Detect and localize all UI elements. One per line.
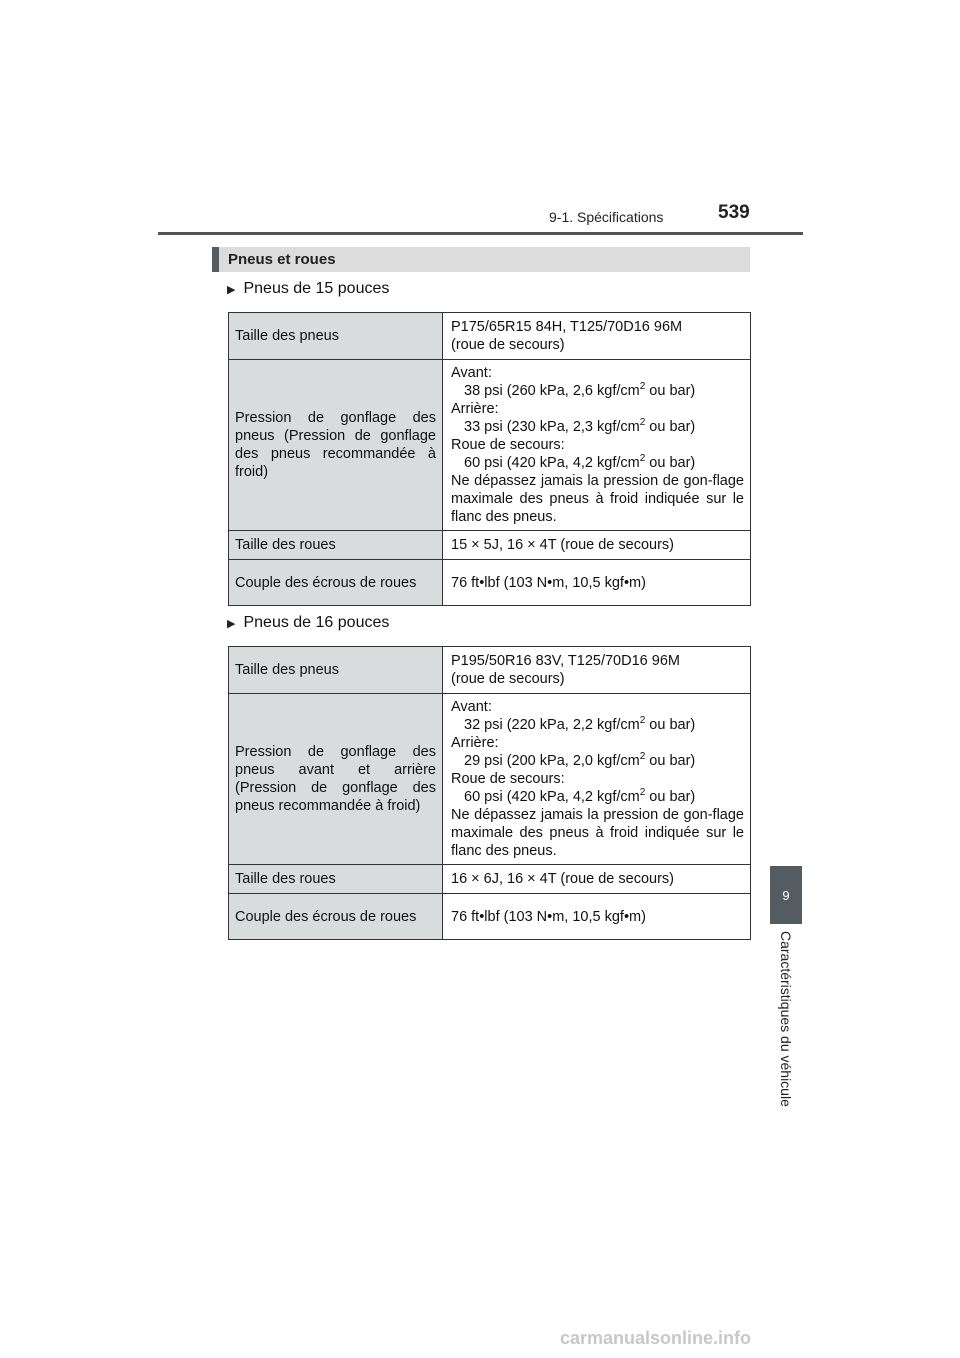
tire-size-note: (roue de secours) (451, 671, 565, 687)
rear-label: Arrière: (451, 401, 499, 417)
row-value (443, 647, 751, 694)
front-label: Avant: (451, 699, 492, 715)
table-row (229, 531, 751, 560)
spare-value: 60 psi (420 kPa, 4,2 kgf/$cm^2$ ou bar) (464, 787, 696, 805)
table-row (229, 865, 751, 894)
rear-value: 29 psi (200 kPa, 2,0 kgf/$cm^2$ ou bar) (464, 751, 696, 769)
page-number: 539 (718, 202, 750, 223)
table-row (229, 894, 751, 940)
header-divider (158, 232, 803, 235)
rear-label: Arrière: (451, 735, 499, 751)
row-label: Taille des roues (229, 865, 443, 894)
rear-value: 33 psi (230 kPa, 2,3 kgf/$cm^2$ ou bar) (464, 417, 696, 435)
front-value: 38 psi (260 kPa, 2,6 kgf/$cm^2$ ou bar) (464, 381, 696, 399)
tire-size-note: (roue de secours) (451, 337, 565, 353)
front-label: Avant: (451, 365, 492, 381)
tire-size-value: P195/50R16 83V, T125/70D16 96M (451, 653, 680, 669)
row-value (443, 313, 751, 360)
chapter-label: Caractéristiques du véhicule (778, 931, 794, 1107)
spec-table-15 (228, 312, 751, 606)
row-label: Couple des écrous de roues (229, 894, 443, 940)
subsection-heading-16 (227, 614, 389, 632)
row-value: 15 × 5J, 16 × 4T (roue de secours) (443, 531, 751, 560)
row-label: Taille des pneus (229, 313, 443, 360)
front-value: 32 psi (220 kPa, 2,2 kgf/$cm^2$ ou bar) (464, 715, 696, 733)
triangle-bullet-icon: ▶ (227, 283, 236, 296)
row-label: Couple des écrous de roues (229, 560, 443, 606)
row-label: Pression de gonflage des pneus (Pression de gonflage des pneus recommandée à froid) (229, 360, 443, 531)
row-value (443, 694, 751, 865)
table-row (229, 360, 751, 531)
subsection-heading-15 (227, 280, 389, 298)
triangle-bullet-icon: ▶ (227, 617, 236, 630)
table-row (229, 313, 751, 360)
section-heading-text: Pneus et roues (228, 251, 336, 268)
row-value: 76 ft•lbf (103 N•m, 10,5 kgf•m) (443, 894, 751, 940)
subsection-title: Pneus de 15 pouces (243, 280, 390, 297)
row-label: Taille des pneus (229, 647, 443, 694)
spare-label: Roue de secours: (451, 437, 565, 453)
spare-label: Roue de secours: (451, 771, 565, 787)
row-label: Taille des roues (229, 531, 443, 560)
row-value (443, 360, 751, 531)
tire-size-value: P175/65R15 84H, T125/70D16 96M (451, 319, 683, 335)
section-heading (212, 247, 750, 272)
subsection-title: Pneus de 16 pouces (243, 614, 390, 631)
spec-table-16 (228, 646, 751, 940)
table-row (229, 560, 751, 606)
row-label: Pression de gonflage des pneus avant et arrière (Pression de gonflage des pneus recommandée à froid) (229, 694, 443, 865)
row-value: 16 × 6J, 16 × 4T (roue de secours) (443, 865, 751, 894)
watermark-footer: carmanualsonline.info (560, 1328, 752, 1348)
pressure-warning: Ne dépassez jamais la pression de gon-flage maximale des pneus à froid indiquée sur le flanc des pneus. (451, 473, 744, 525)
header-section-title: 9-1. Spécifications (549, 209, 664, 225)
table-row (229, 694, 751, 865)
chapter-tab: 9 (770, 866, 802, 924)
row-value: 76 ft•lbf (103 N•m, 10,5 kgf•m) (443, 560, 751, 606)
table-row (229, 647, 751, 694)
pressure-warning: Ne dépassez jamais la pression de gon-flage maximale des pneus à froid indiquée sur le flanc des pneus. (451, 807, 744, 859)
spare-value: 60 psi (420 kPa, 4,2 kgf/$cm^2$ ou bar) (464, 453, 696, 471)
